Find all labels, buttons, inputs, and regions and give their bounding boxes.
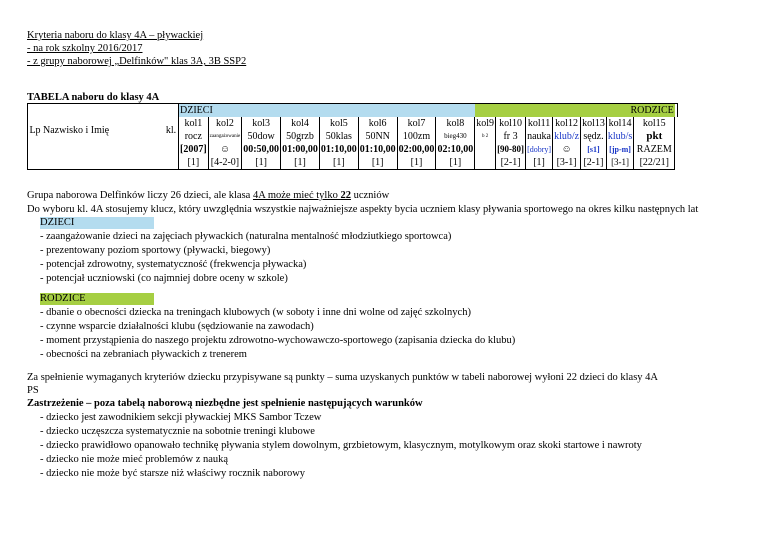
naborowa-table <box>27 103 678 170</box>
paragraph-points: Za spełnienie wymaganych kryteriów dziecku przypisywane są punkty – suma uzyskanych punktów w tabeli naborowej wyłoni 22 dzieci do klasy 4A <box>27 372 659 383</box>
cell: [1] <box>358 156 397 170</box>
cell: [jp-m] <box>606 143 633 156</box>
col-header: kol14 <box>606 117 633 130</box>
cell: [s1] <box>581 143 607 156</box>
cell: klub/s <box>607 131 633 142</box>
cell: pkt <box>634 130 675 143</box>
cell: bieg430 <box>436 130 475 143</box>
cell: [1] <box>242 156 281 170</box>
col-header: kol7 <box>397 117 436 130</box>
cell: 50dow <box>242 130 281 143</box>
cell: 02:10,00 <box>437 144 474 155</box>
list-item: - dziecko nie może być starsze niż właściwy rocznik naborowy <box>40 468 306 479</box>
cell: nauka <box>527 131 551 142</box>
cell: sędz. <box>581 130 607 143</box>
doc-title-line-3: - z grupy naborowej „Delfinków" klas 3A, 3B SSP2 <box>27 56 247 67</box>
paragraph-key: Do wyboru kl. 4A stosujemy klucz, który uwzględnia wszystkie najważniejsze aspekty bycia uczniem klasy pływania sportowego na okres kilku następnych lat <box>27 204 699 215</box>
group-dzieci: DZIECI <box>179 104 475 118</box>
cell: klub/z <box>554 131 580 142</box>
cell: [3-1] <box>553 156 581 170</box>
header-name: Nazwisko i Imię <box>43 124 110 136</box>
col-header: kol15 <box>634 117 675 130</box>
cell: 01:00,00 <box>282 144 318 155</box>
cell: [2-1] <box>496 156 526 170</box>
col-header: kol9 <box>476 118 495 129</box>
cell: 100zm <box>397 130 436 143</box>
paragraph-ps: PS <box>27 385 39 396</box>
cell: [1] <box>436 156 475 170</box>
paragraph-group-info: Grupa naborowa Delfinków liczy 26 dzieci, ale klasa 4A może mieć tylko 22 uczniów <box>27 190 390 201</box>
cell: 00:50,00 <box>243 144 280 155</box>
cell: rocz <box>179 130 209 143</box>
cell: RAZEM <box>634 143 675 156</box>
cell: zaangażowanie <box>208 130 242 143</box>
col-header: kol6 <box>358 117 397 130</box>
col-header: kol4 <box>281 117 320 130</box>
doc-title-line-1: Kryteria naboru do klasy 4A – pływackiej <box>27 30 204 41</box>
col-header: kol12 <box>553 117 581 130</box>
cell: [2007] <box>180 144 207 155</box>
cell: 02:00,00 <box>398 144 435 155</box>
cell: [1] <box>179 156 209 170</box>
header-lp: Lp <box>28 117 43 143</box>
list-item: - zaangażowanie dzieci na zajęciach pływackich (naturalna mentalność młodziutkiego sportowca) <box>40 231 452 242</box>
cell <box>475 143 496 156</box>
cell: [1] <box>526 156 553 170</box>
col-header: kol11 <box>526 117 553 130</box>
list-item: - dziecko nie może mieć problemów z nauką <box>40 454 229 465</box>
cell: [1] <box>397 156 436 170</box>
cell: ☺ <box>553 143 581 156</box>
paragraph-conditions-title: Zastrzeżenie – poza tabelą naborową niezbędne jest spełnienie następujących warunków <box>27 398 423 409</box>
col-header: kol2 <box>208 117 242 130</box>
list-item: - dziecko jest zawodnikiem sekcji pływackiej MKS Sambor Tczew <box>40 412 322 423</box>
cell: 50NN <box>358 130 397 143</box>
cell: ☺ <box>208 143 242 156</box>
cell: [dobry] <box>527 145 552 154</box>
list-item: - obecności na zebraniach pływackich z trenerem <box>40 349 247 360</box>
col-header: kol1 <box>179 117 209 130</box>
dzieci-label: DZIECI <box>40 217 75 228</box>
cell: b 2 <box>475 130 496 143</box>
list-item: - prezentowany poziom sportowy (pływacki, biegowy) <box>40 245 271 256</box>
list-item: - czynne wsparcie działalności klubu (sędziowanie na zawodach) <box>40 321 314 332</box>
cell: 50grzb <box>281 130 320 143</box>
cell: [3-1] <box>606 156 633 170</box>
doc-title-line-2: - na rok szkolny 2016/2017 <box>27 43 143 54</box>
cell: [22/21] <box>634 156 675 170</box>
cell: 01:10,00 <box>320 144 357 155</box>
list-item: - dbanie o obecności dziecka na treningach klubowych (w soboty i inne dni wolne od zajęć szkolnych) <box>40 307 471 318</box>
col-header: kol10 <box>496 117 526 130</box>
cell: [4-2-0] <box>208 156 242 170</box>
cell: fr 3 <box>496 130 526 143</box>
cell: 50klas <box>319 130 358 143</box>
header-kl: kl. <box>164 117 179 143</box>
list-item: - dziecko prawidłowo opanowało technikę pływania stylem dowolnym, grzbietowym, klasycznym, motylkowym oraz skoki startowe i nawroty <box>40 440 642 451</box>
group-rodzice: RODZICE <box>475 104 675 118</box>
rodzice-label: RODZICE <box>40 293 86 304</box>
cell: [2-1] <box>581 156 607 170</box>
col-header: kol3 <box>242 117 281 130</box>
col-header: kol13 <box>582 118 605 129</box>
list-item: - dziecko uczęszcza systematycznie na sobotnie treningi klubowe <box>40 426 315 437</box>
list-item: - moment przystąpienia do naszego projektu zdrowotno-wychowawczo-sportowego (zapisania dziecka do klubu) <box>40 335 516 346</box>
cell <box>475 156 496 170</box>
col-header: kol8 <box>436 117 475 130</box>
table-title: TABELA naboru do klasy 4A <box>27 92 160 103</box>
cell: [1] <box>281 156 320 170</box>
list-item: - potencjał uczniowski (co najmniej dobre oceny w szkole) <box>40 273 288 284</box>
list-item: - potencjał zdrowotny, systematyczność (frekwencja pływacka) <box>40 259 307 270</box>
cell: [90-80] <box>497 144 525 154</box>
cell: 01:10,00 <box>359 144 396 155</box>
cell: [1] <box>319 156 358 170</box>
col-header: kol5 <box>319 117 358 130</box>
